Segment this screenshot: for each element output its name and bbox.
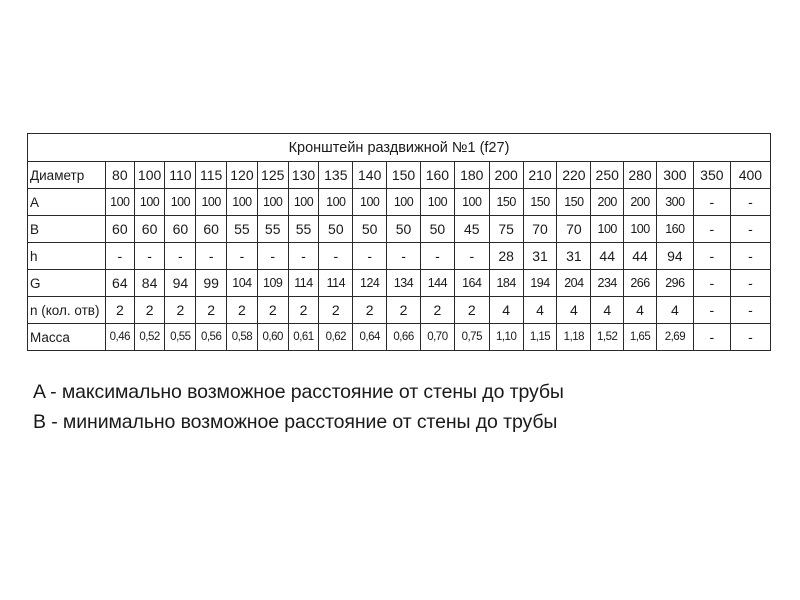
value-cell: 4 (624, 297, 657, 324)
diameter-cell: 160 (420, 162, 454, 189)
value-cell: 0,52 (134, 324, 165, 351)
value-cell: 1,15 (523, 324, 557, 351)
value-cell: - (693, 189, 730, 216)
row-label: Масса (28, 324, 106, 351)
value-cell: - (730, 216, 770, 243)
note-b-definition: B - минимально возможное расстояние от стены до трубы (33, 411, 558, 433)
diameter-cell: 350 (693, 162, 730, 189)
value-cell: 124 (353, 270, 387, 297)
value-cell: 114 (288, 270, 319, 297)
value-cell: - (730, 270, 770, 297)
value-cell: 150 (557, 189, 591, 216)
diameter-cell: 400 (730, 162, 770, 189)
value-cell: - (387, 243, 421, 270)
value-cell: 100 (134, 189, 165, 216)
diameter-cell: 300 (656, 162, 693, 189)
diameter-cell: 250 (591, 162, 624, 189)
value-cell: 4 (523, 297, 557, 324)
value-cell: 150 (489, 189, 523, 216)
value-cell: 70 (557, 216, 591, 243)
table-row (28, 270, 771, 297)
value-cell: 44 (591, 243, 624, 270)
value-cell: - (693, 324, 730, 351)
value-cell: 0,70 (420, 324, 454, 351)
value-cell: - (288, 243, 319, 270)
value-cell: 100 (319, 189, 353, 216)
value-cell: 100 (257, 189, 288, 216)
value-cell: 99 (196, 270, 227, 297)
table-row (28, 243, 771, 270)
diameter-cell: 115 (196, 162, 227, 189)
value-cell: 0,58 (227, 324, 258, 351)
table-row (28, 297, 771, 324)
value-cell: 50 (387, 216, 421, 243)
diameter-cell: 80 (105, 162, 134, 189)
value-cell: 64 (105, 270, 134, 297)
value-cell: - (196, 243, 227, 270)
value-cell: 0,55 (165, 324, 196, 351)
diameter-cell: 180 (454, 162, 489, 189)
value-cell: 0,62 (319, 324, 353, 351)
value-cell: - (693, 216, 730, 243)
row-label: n (кол. отв) (28, 297, 106, 324)
value-cell: 2 (454, 297, 489, 324)
diameter-cell: 210 (523, 162, 557, 189)
value-cell: 2 (165, 297, 196, 324)
value-cell: - (730, 297, 770, 324)
diameter-cell: 100 (134, 162, 165, 189)
value-cell: 2 (387, 297, 421, 324)
value-cell: 55 (288, 216, 319, 243)
value-cell: 50 (319, 216, 353, 243)
value-cell: 31 (557, 243, 591, 270)
title-row (28, 134, 771, 162)
value-cell: 1,18 (557, 324, 591, 351)
diameter-cell: 120 (227, 162, 258, 189)
value-cell: 150 (523, 189, 557, 216)
value-cell: 100 (420, 189, 454, 216)
value-cell: 100 (288, 189, 319, 216)
value-cell: 4 (557, 297, 591, 324)
value-cell: 104 (227, 270, 258, 297)
spec-table (27, 133, 771, 351)
diameter-cell: 150 (387, 162, 421, 189)
diameter-cell: 125 (257, 162, 288, 189)
value-cell: - (693, 270, 730, 297)
value-cell: - (319, 243, 353, 270)
value-cell: 100 (196, 189, 227, 216)
value-cell: 70 (523, 216, 557, 243)
value-cell: 114 (319, 270, 353, 297)
value-cell: 100 (165, 189, 196, 216)
value-cell: - (227, 243, 258, 270)
value-cell: 2 (319, 297, 353, 324)
value-cell: 204 (557, 270, 591, 297)
value-cell: 134 (387, 270, 421, 297)
value-cell: 50 (353, 216, 387, 243)
diameter-cell: 130 (288, 162, 319, 189)
value-cell: 2 (420, 297, 454, 324)
value-cell: - (454, 243, 489, 270)
value-cell: 109 (257, 270, 288, 297)
value-cell: 0,56 (196, 324, 227, 351)
value-cell: 0,60 (257, 324, 288, 351)
value-cell: 234 (591, 270, 624, 297)
row-label: A (28, 189, 106, 216)
value-cell: 100 (454, 189, 489, 216)
value-cell: - (134, 243, 165, 270)
value-cell: - (257, 243, 288, 270)
value-cell: 200 (624, 189, 657, 216)
value-cell: 4 (656, 297, 693, 324)
value-cell: 184 (489, 270, 523, 297)
value-cell: 4 (591, 297, 624, 324)
value-cell: 94 (165, 270, 196, 297)
value-cell: 100 (591, 216, 624, 243)
diameter-cell: 200 (489, 162, 523, 189)
value-cell: 2 (227, 297, 258, 324)
value-cell: 44 (624, 243, 657, 270)
note-a-definition: A - максимально возможное расстояние от стены до трубы (33, 381, 564, 403)
value-cell: 200 (591, 189, 624, 216)
value-cell: - (105, 243, 134, 270)
value-cell: 0,46 (105, 324, 134, 351)
row-label: h (28, 243, 106, 270)
value-cell: - (730, 243, 770, 270)
value-cell: 31 (523, 243, 557, 270)
table-row (28, 216, 771, 243)
row-label: B (28, 216, 106, 243)
diameter-cell: 220 (557, 162, 591, 189)
value-cell: 144 (420, 270, 454, 297)
value-cell: 2 (353, 297, 387, 324)
value-cell: 45 (454, 216, 489, 243)
row-label: G (28, 270, 106, 297)
value-cell: 1,52 (591, 324, 624, 351)
value-cell: 100 (353, 189, 387, 216)
value-cell: 0,61 (288, 324, 319, 351)
value-cell: 164 (454, 270, 489, 297)
value-cell: 100 (227, 189, 258, 216)
value-cell: 60 (134, 216, 165, 243)
value-cell: - (353, 243, 387, 270)
diameter-cell: 280 (624, 162, 657, 189)
value-cell: - (165, 243, 196, 270)
value-cell: 2 (257, 297, 288, 324)
value-cell: 0,64 (353, 324, 387, 351)
value-cell: 60 (196, 216, 227, 243)
value-cell: 28 (489, 243, 523, 270)
value-cell: - (730, 324, 770, 351)
value-cell: 2 (288, 297, 319, 324)
value-cell: - (730, 189, 770, 216)
table-title: Кронштейн раздвижной №1 (f27) (28, 134, 771, 162)
value-cell: 266 (624, 270, 657, 297)
value-cell: 1,10 (489, 324, 523, 351)
value-cell: 75 (489, 216, 523, 243)
diameter-cell: 135 (319, 162, 353, 189)
diameter-header-row (28, 162, 771, 189)
value-cell: 2 (134, 297, 165, 324)
value-cell: 2,69 (656, 324, 693, 351)
value-cell: 55 (257, 216, 288, 243)
value-cell: 194 (523, 270, 557, 297)
value-cell: 60 (105, 216, 134, 243)
value-cell: 94 (656, 243, 693, 270)
value-cell: 60 (165, 216, 196, 243)
value-cell: 100 (105, 189, 134, 216)
value-cell: 2 (196, 297, 227, 324)
value-cell: 160 (656, 216, 693, 243)
value-cell: 100 (387, 189, 421, 216)
value-cell: 55 (227, 216, 258, 243)
diameter-cell: 110 (165, 162, 196, 189)
value-cell: 300 (656, 189, 693, 216)
value-cell: - (420, 243, 454, 270)
value-cell: 0,66 (387, 324, 421, 351)
value-cell: 84 (134, 270, 165, 297)
value-cell: - (693, 297, 730, 324)
value-cell: 4 (489, 297, 523, 324)
diameter-header-label: Диаметр (28, 162, 106, 189)
value-cell: 1,65 (624, 324, 657, 351)
table-row (28, 189, 771, 216)
value-cell: 2 (105, 297, 134, 324)
table-row (28, 324, 771, 351)
value-cell: 0,75 (454, 324, 489, 351)
value-cell: - (693, 243, 730, 270)
diameter-cell: 140 (353, 162, 387, 189)
value-cell: 100 (624, 216, 657, 243)
value-cell: 50 (420, 216, 454, 243)
value-cell: 296 (656, 270, 693, 297)
